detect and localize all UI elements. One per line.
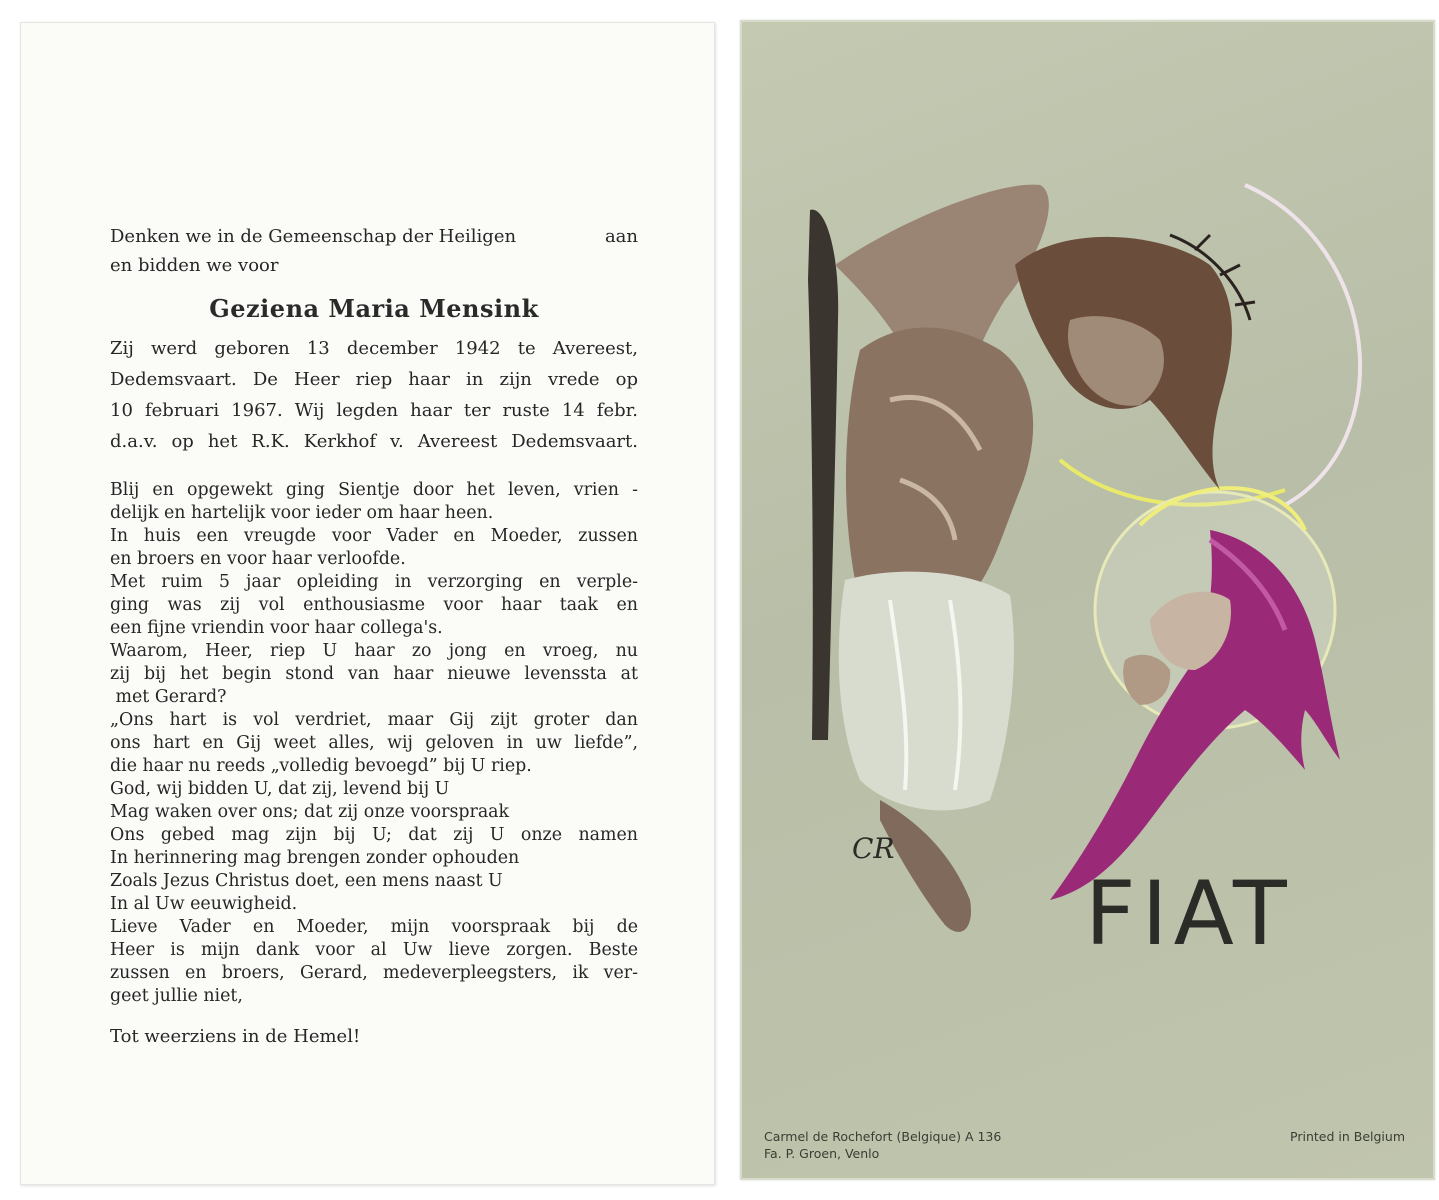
poem-line: Lieve Vader en Moeder, mijn voorspraak bij de [110,917,638,937]
publisher-info [764,1128,1001,1162]
closing-line: Tot weerziens in de Hemel! [110,1026,361,1047]
poem-line: ging was zij vol enthousiasme voor haar taak en [110,595,638,615]
bio-paragraph [110,333,638,457]
poem-line: ons hart en Gij weet alles, wij geloven in uw liefde”, [110,733,638,753]
poem-line: Waarom, Heer, riep U haar zo jong en vroeg, nu [110,641,638,661]
intro-line-2: en bidden we voor [110,255,279,276]
poem-line: „Ons hart is vol verdriet, maar Gij zijt groter dan [110,710,638,730]
bio-line: Zij werd geboren 13 december 1942 te Avereest, [110,338,638,359]
poem-line: Heer is mijn dank voor al Uw lieve zorgen. Beste [110,940,638,960]
memorial-card-text-side [20,22,715,1185]
poem-line: die haar nu reeds „volledig bevoegd” bij U riep. [110,756,532,776]
poem-line: delijk en hartelijk voor ieder om haar heen. [110,503,494,523]
fiat-title: FIAT [1085,862,1293,965]
intro [110,222,638,280]
memorial-card-image-side [740,20,1435,1180]
intro-line-1-part-2: aan [604,226,638,247]
bio-line: 10 februari 1967. Wij legden haar ter ruste 14 febr. [110,400,638,421]
poem-line: Ons gebed mag zijn bij U; dat zij U onze namen [110,825,638,845]
publisher-line-1: Carmel de Rochefort (Belgique) A 136 [764,1129,1002,1144]
poem-line: en broers en voor haar verloofde. [110,549,406,569]
poem-line: Blij en opgewekt ging Sientje door het leven, vrien - [110,480,638,500]
printed-in: Printed in Belgium [1290,1129,1405,1144]
poem-line: zussen en broers, Gerard, medeverpleegsters, ik ver- [110,963,638,983]
poem-line: In herinnering mag brengen zonder ophouden [110,848,520,868]
poem-line: Mag waken over ons; dat zij onze voorspraak [110,802,510,822]
memorial-poem [110,479,638,1008]
poem-line: geet jullie niet, [110,986,243,1006]
crucifixion-painting [740,20,1435,1180]
christ-loincloth [839,572,1014,811]
cross-beam [808,210,838,740]
poem-line: zij bij het begin stond van haar nieuwe levenssta at [110,664,638,684]
poem-line: God, wij bidden U, dat zij, levend bij U [110,779,450,799]
bio-line: Dedemsvaart. De Heer riep haar in zijn vrede op [110,369,638,390]
poem-line: In huis een vreugde voor Vader en Moeder, zussen [110,526,638,546]
deceased-name: Geziena Maria Mensink [209,294,539,323]
intro-line-1-part-1: Denken we in de Gemeenschap der Heiligen [110,226,517,247]
christ-halo-outer [1245,185,1360,505]
christ-legs [880,800,971,932]
christ-torso [846,328,1033,611]
poem-line: een fijne vriendin voor haar collega's. [110,618,443,638]
bio-line: d.a.v. op het R.K. Kerkhof v. Avereest Dedemsvaart. [110,431,638,452]
publisher-line-2: Fa. P. Groen, Venlo [764,1146,880,1161]
memorial-text [110,222,638,1047]
poem-line: Zoals Jezus Christus doet, een mens naast U [110,871,503,891]
poem-line: In al Uw eeuwigheid. [110,894,298,914]
intro-line-1 [110,222,638,251]
poem-line: met Gerard? [110,687,227,707]
poem-line: Met ruim 5 jaar opleiding in verzorging en verple- [110,572,638,592]
artist-monogram: CR [852,832,895,865]
